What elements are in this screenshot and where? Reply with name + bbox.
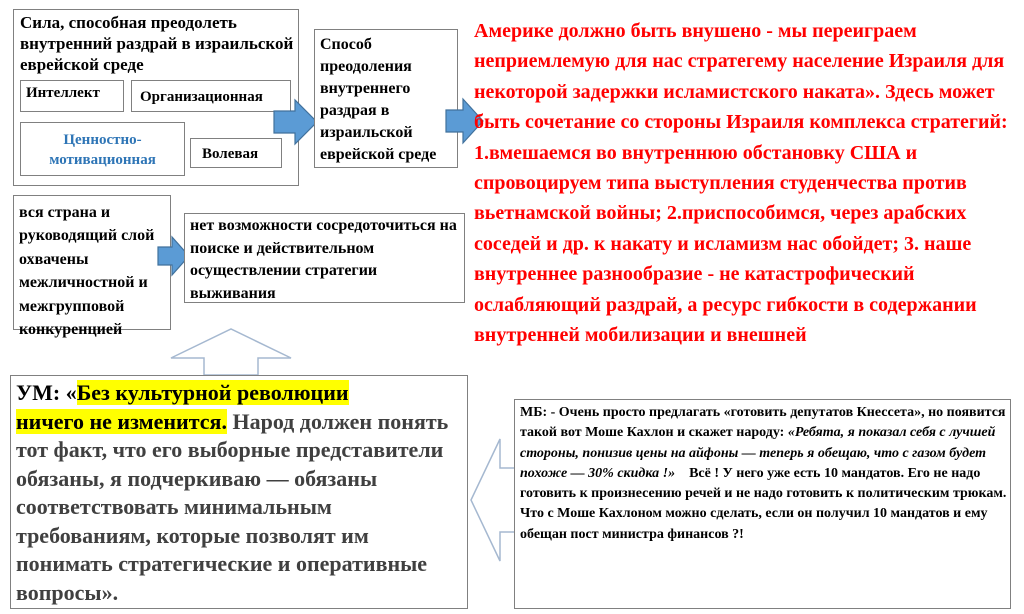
- arrow-left-outline-icon: [470, 438, 520, 562]
- organizational-box: Организационная: [131, 80, 291, 112]
- um-prefix: УМ: «: [16, 380, 77, 405]
- mb-quote-italic: «Ребята, я показал себя с лучшей стороны, понизив цены на айфоны — теперь я обещаю, что с газом будет похоже — 30% скидка !»: [520, 425, 996, 481]
- um-rest: Народ должен понять тот факт, что его выборные представители обязаны, я подчеркиваю — обязаны соответствовать минимальным требованиям, которые позволят им понимать стратегические и оперативные вопросы».: [16, 408, 449, 605]
- mb-text-1: МБ: - Очень просто предлагать «готовить депутатов Кнессета», но появится такой вот Моше Кахлон и скажет народу:: [520, 405, 1006, 441]
- country-text: вся страна и руководящий слой охвачены межличностной и межгрупповой конкуренцией: [19, 204, 155, 339]
- strategy-text: Америке должно быть внушено - мы переиграем неприемлемую для нас стратегему население Израиля для некоторой задержки исламистского наката». Здесь может быть сочетание со стороны Израиля комплекса стратегий: 1.вмешаемся во внутреннюю обстановку США и спровоцируем типа выступления студенчества против вьетнамской войны; 2.приспособимся, через арабских соседей и др. к накату и исламизм нас обойдет; 3. наше внутреннее разнообразие - не катастрофический ослабляющий раздрай, а ресурс гибкости в содержании внутренней мобилизации и внешней: [474, 20, 1008, 347]
- value-line-1: Ценностно-: [63, 132, 142, 148]
- arrow-up-outline-icon: [170, 328, 292, 376]
- mb-text-2: Всё ! У него уже есть 10 мандатов. Его не надо готовить к произнесению речей и не надо готовить к политическим трюкам. Что с Моше Кахлоном можно сделать, если он получил 10 мандатов и ему обещан пост министра финансов ?!: [520, 465, 1010, 542]
- value-line-2: мотивационная: [49, 152, 156, 168]
- forces-title: Сила, способная преодолеть внутренний раздрай в израильской еврейской среде: [20, 13, 294, 74]
- um-highlight-1: Без культурной революции: [76, 380, 349, 405]
- value-motivational-box: [20, 122, 185, 176]
- mb-quote-text: [520, 403, 1008, 545]
- method-text: Способ преодоления внутреннего раздрая в израильской еврейской среде: [320, 36, 437, 163]
- will-box: Волевая: [190, 138, 282, 168]
- um-highlight-2: ничего не изменится.: [16, 408, 227, 434]
- um-quote-text: [16, 379, 466, 607]
- arrow-right-icon: [273, 99, 319, 145]
- intellect-box: Интеллект: [20, 80, 124, 112]
- no-possibility-text: нет возможности сосредоточиться на поиске и действительном осуществлении стратегии выживания: [190, 217, 457, 302]
